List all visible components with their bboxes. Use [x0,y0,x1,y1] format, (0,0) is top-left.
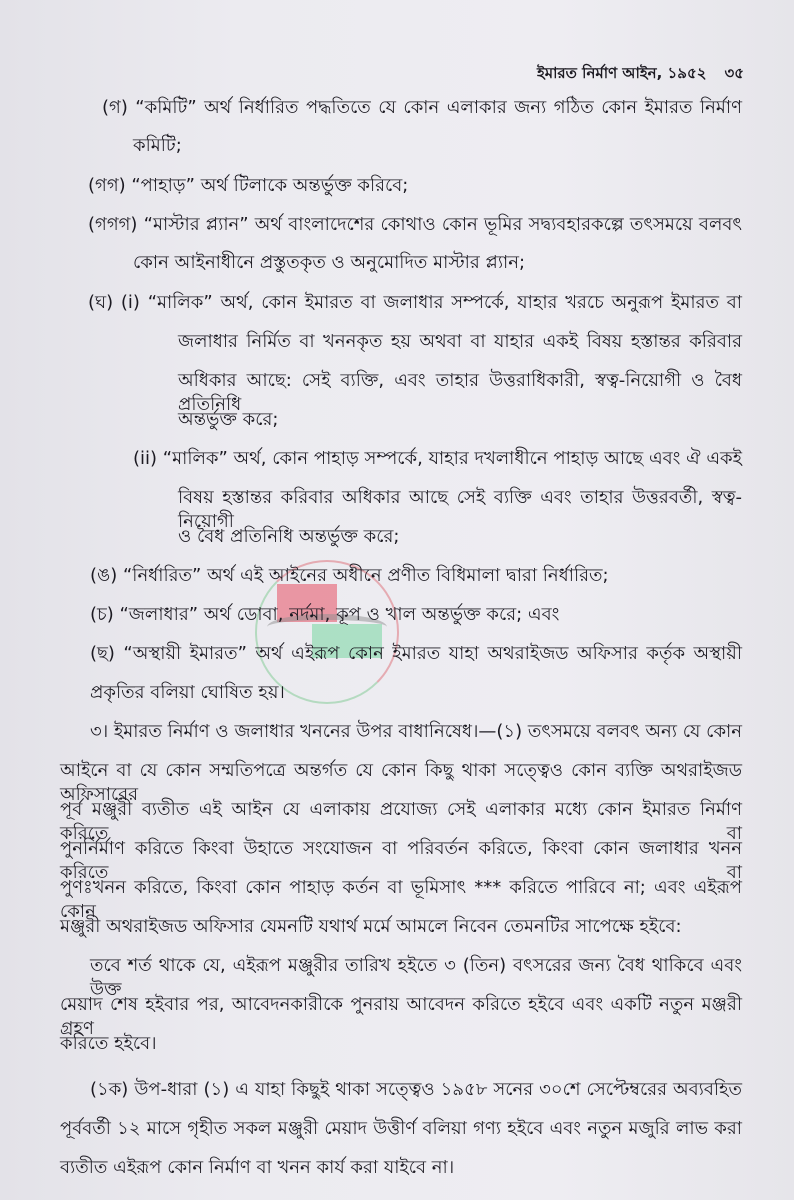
clause-chha: (ছ) “অস্থায়ী ইমারত” অর্থ এইরূপ কোন ইমারত যাহা অথরাইজড অফিসার কর্তৃক অস্থায়ী [90,643,742,664]
subsection-1ka: (১ক) উপ-ধারা (১) এ যাহা কিছুই থাকা সত্ত্বেও ১৯৫৮ সনের ৩০শে সেপ্টেম্বরের অব্যবহিত [90,1079,742,1100]
clause-gha-ii-cont: ও বৈধ প্রতিনিধি অন্তর্ভুক্ত করে; [178,526,400,547]
section-3-cont: মঞ্জুরী অথরাইজড অফিসার যেমনটি যথার্থ মর্মে আমলে নিবেন তেমনটির সাপেক্ষে হইবে: [60,916,682,937]
clause-ga-cont: কমিটি; [133,135,182,156]
clause-gha-i-cont: অন্তর্ভুক্ত করে; [178,409,279,430]
subsection-1ka-cont: ব্যতীত এইরূপ কোন নির্মাণ বা খনন কার্য করা যাইবে না। [60,1157,455,1178]
clause-chha-cont: প্রকৃতির বলিয়া ঘোষিত হয়। [90,682,285,703]
subsection-1ka-cont: পূর্ববর্তী ১২ মাসে গৃহীত সকল মঞ্জুরী মেয়াদ উত্তীর্ণ বলিয়া গণ্য হইবে এবং নতুন মজুরি লাভ করা [60,1118,742,1139]
clause-gha-ii: (ii) “মালিক” অর্থ, কোন পাহাড় সম্পর্কে, যাহার দখলাধীনে পাহাড় আছে এবং ঐ একই [133,448,742,469]
section-3-cont: আইনে বা যে কোন সম্মতিপত্রে অন্তর্গত যে কোন কিছু থাকা সত্ত্বেও কোন ব্যক্তি অথরাইজড অফিসারের [60,760,742,805]
clause-uma: (ঙ) “নির্ধারিত” অর্থ এই আইনের অধীনে প্রণীত বিধিমালা দ্বারা নির্ধারিত; [90,565,609,586]
proviso-cont: করিতে হইবে। [60,1033,157,1054]
page-number: ৩৫ [724,64,744,82]
proviso: তবে শর্ত থাকে যে, এইরূপ মঞ্জুরীর তারিখ হইতে ৩ (তিন) বৎসরের জন্য বৈধ থাকিবে এবং উক্ত [90,955,742,1000]
running-header [537,62,744,87]
clause-gha-i-cont: অধিকার আছে: সেই ব্যক্তি, এবং তাহার উত্তরাধিকারী, স্বত্ব-নিয়োগী ও বৈধ প্রতিনিধি [178,370,742,415]
header-title: ইমারত নির্মাণ আইন, ১৯৫২ [536,64,707,82]
clause-gagaga: (গগগ) “মাস্টার প্ল্যান” অর্থ বাংলাদেশের কোথাও কোন ভূমির সদ্ব্যবহারকল্পে তৎসময়ে বলবৎ [88,214,742,235]
proviso-cont: মেয়াদ শেষ হইবার পর, আবেদনকারীকে পুনরায় আবেদন করিতে হইবে এবং একটি নতুন মঞ্জরী গ্রহণ [60,994,742,1039]
section-3-cont: পুনর্নির্মাণ করিতে কিংবা উহাতে সংযোজন বা পরিবর্তন করিতে, কিংবা কোন জলাধার খনন করিতে বা [60,838,742,883]
clause-cha: (চ) “জলাধার” অর্থ ডোবা, নর্দমা, কূপ ও খাল অন্তর্ভুক্ত করে; এবং [90,604,560,625]
clause-gha-i: (ঘ) (i) “মালিক” অর্থ, কোন ইমারত বা জলাধার সম্পর্কে, যাহার খরচে অনুরূপ ইমারত বা [88,292,742,313]
clause-gaga: (গগ) “পাহাড়” অর্থ টিলাকে অন্তর্ভুক্ত করিবে; [88,175,409,196]
clause-gha-i-cont: জলাধার নির্মিত বা খননকৃত হয় অথবা বা যাহার একই বিষয় হস্তান্তর করিবার [178,331,742,352]
clause-gha-ii-cont: বিষয় হস্তান্তর করিবার অধিকার আছে সেই ব্যক্তি এবং তাহার উত্তরবর্তী, স্বত্ব-নিয়োগী [178,487,742,532]
clause-gagaga-cont: কোন আইনাধীনে প্রস্তুতকৃত ও অনুমোদিত মাস্টার প্ল্যান; [133,252,526,273]
clause-ga: (গ) “কমিটি” অর্থ নির্ধারিত পদ্ধতিতে যে কোন এলাকার জন্য গঠিত কোন ইমারত নির্মাণ [102,97,742,118]
section-3-cont: পুণঃখনন করিতে, কিংবা কোন পাহাড় কর্তন বা ভূমিসাৎ *** করিতে পারিবে না; এবং এইরূপ কোন [60,877,742,922]
section-3-cont: পূর্ব মঞ্জুরী ব্যতীত এই আইন যে এলাকায় প্রযোজ্য সেই এলাকার মধ্যে কোন ইমারত নির্মাণ করিতে বা [60,799,742,844]
section-3: ৩। ইমারত নির্মাণ ও জলাধার খননের উপর বাধানিষেধ।—(১) তৎসময়ে বলবৎ অন্য যে কোন [90,721,742,742]
